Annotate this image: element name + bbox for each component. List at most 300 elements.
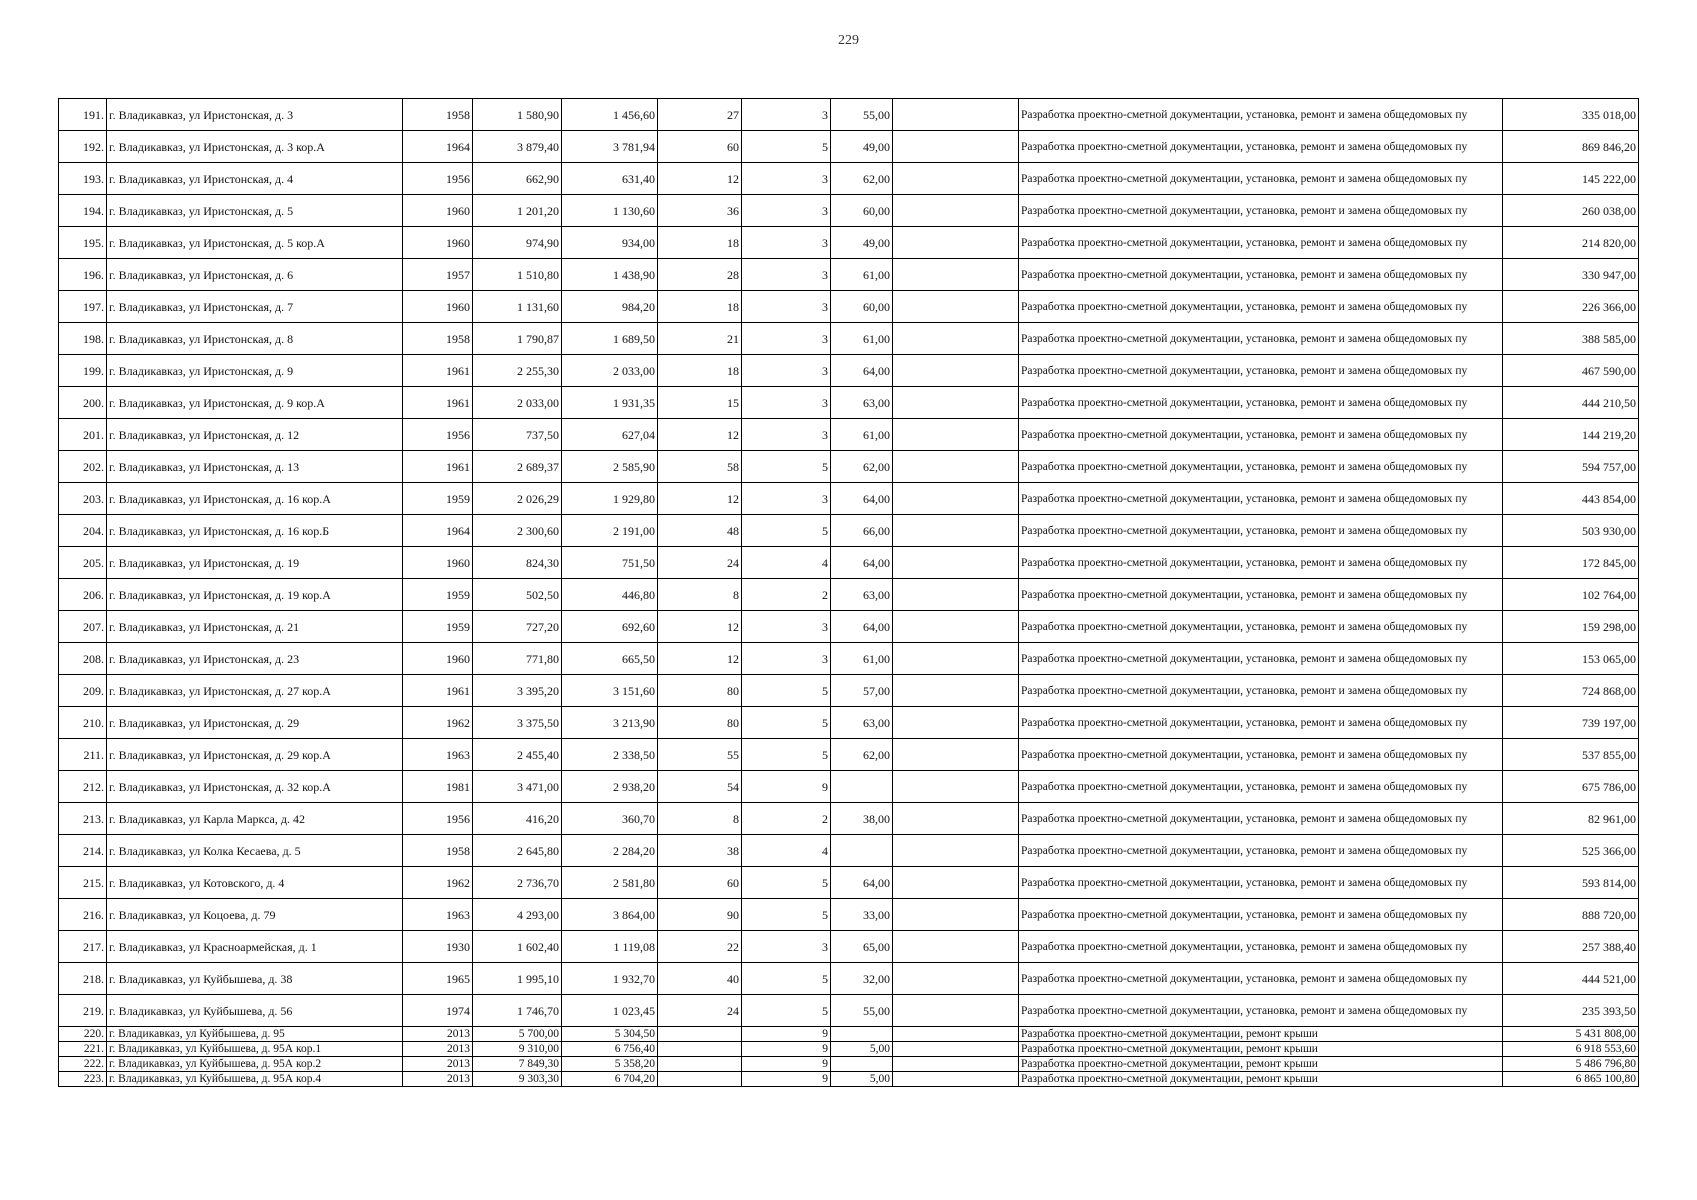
floors-cell: 3 — [742, 483, 831, 515]
living-area-cell: 5 304,50 — [562, 1027, 658, 1042]
apartments-cell: 18 — [658, 227, 742, 259]
work-description-cell: Разработка проектно-сметной документации, установка, ремонт и замена общедомовых пу — [1019, 259, 1503, 291]
wear-cell: 64,00 — [831, 547, 893, 579]
row-number-cell: 200. — [59, 387, 107, 419]
living-area-cell: 6 704,20 — [562, 1072, 658, 1087]
row-number-cell: 221. — [59, 1042, 107, 1057]
work-description-cell: Разработка проектно-сметной документации, ремонт крыши — [1019, 1057, 1503, 1072]
floors-cell: 3 — [742, 387, 831, 419]
address-cell: г. Владикавказ, ул Котовского, д. 4 — [107, 867, 403, 899]
row-number-cell: 222. — [59, 1057, 107, 1072]
cost-cell: 593 814,00 — [1503, 867, 1639, 899]
row-number-cell: 193. — [59, 163, 107, 195]
floors-cell: 5 — [742, 995, 831, 1027]
floors-cell: 5 — [742, 131, 831, 163]
row-number-cell: 212. — [59, 771, 107, 803]
living-area-cell: 627,04 — [562, 419, 658, 451]
cost-cell: 226 366,00 — [1503, 291, 1639, 323]
table-row — [59, 579, 1639, 611]
year-cell: 1964 — [403, 515, 473, 547]
floors-cell: 4 — [742, 547, 831, 579]
apartments-cell: 24 — [658, 995, 742, 1027]
year-cell: 1956 — [403, 419, 473, 451]
work-description-cell: Разработка проектно-сметной документации, установка, ремонт и замена общедомовых пу — [1019, 803, 1503, 835]
extra-cell — [893, 451, 1019, 483]
living-area-cell: 1 929,80 — [562, 483, 658, 515]
address-cell: г. Владикавказ, ул Иристонская, д. 32 кор.А — [107, 771, 403, 803]
year-cell: 1963 — [403, 739, 473, 771]
extra-cell — [893, 515, 1019, 547]
cost-cell: 724 868,00 — [1503, 675, 1639, 707]
work-description-cell: Разработка проектно-сметной документации, установка, ремонт и замена общедомовых пу — [1019, 675, 1503, 707]
living-area-cell: 360,70 — [562, 803, 658, 835]
total-area-cell: 1 580,90 — [473, 99, 562, 131]
total-area-cell: 2 033,00 — [473, 387, 562, 419]
year-cell: 1958 — [403, 323, 473, 355]
living-area-cell: 984,20 — [562, 291, 658, 323]
housing-register-table — [58, 98, 1639, 1087]
floors-cell: 2 — [742, 803, 831, 835]
cost-cell: 443 854,00 — [1503, 483, 1639, 515]
cost-cell: 260 038,00 — [1503, 195, 1639, 227]
address-cell: г. Владикавказ, ул Куйбышева, д. 95А кор.1 — [107, 1042, 403, 1057]
address-cell: г. Владикавказ, ул Иристонская, д. 23 — [107, 643, 403, 675]
cost-cell: 503 930,00 — [1503, 515, 1639, 547]
row-number-cell: 197. — [59, 291, 107, 323]
row-number-cell: 208. — [59, 643, 107, 675]
year-cell: 2013 — [403, 1027, 473, 1042]
table-row — [59, 227, 1639, 259]
address-cell: г. Владикавказ, ул Иристонская, д. 27 кор.А — [107, 675, 403, 707]
year-cell: 1961 — [403, 355, 473, 387]
floors-cell: 3 — [742, 419, 831, 451]
living-area-cell: 1 932,70 — [562, 963, 658, 995]
year-cell: 1981 — [403, 771, 473, 803]
work-description-cell: Разработка проектно-сметной документации, установка, ремонт и замена общедомовых пу — [1019, 995, 1503, 1027]
year-cell: 1960 — [403, 643, 473, 675]
living-area-cell: 2 581,80 — [562, 867, 658, 899]
cost-cell: 159 298,00 — [1503, 611, 1639, 643]
total-area-cell: 727,20 — [473, 611, 562, 643]
floors-cell: 5 — [742, 707, 831, 739]
table-row — [59, 419, 1639, 451]
row-number-cell: 195. — [59, 227, 107, 259]
cost-cell: 537 855,00 — [1503, 739, 1639, 771]
work-description-cell: Разработка проектно-сметной документации, ремонт крыши — [1019, 1027, 1503, 1042]
cost-cell: 888 720,00 — [1503, 899, 1639, 931]
year-cell: 1957 — [403, 259, 473, 291]
cost-cell: 467 590,00 — [1503, 355, 1639, 387]
table-row — [59, 1072, 1639, 1087]
cost-cell: 235 393,50 — [1503, 995, 1639, 1027]
address-cell: г. Владикавказ, ул Иристонская, д. 5 кор.А — [107, 227, 403, 259]
apartments-cell: 58 — [658, 451, 742, 483]
row-number-cell: 207. — [59, 611, 107, 643]
address-cell: г. Владикавказ, ул Карла Маркса, д. 42 — [107, 803, 403, 835]
floors-cell: 9 — [742, 1042, 831, 1057]
apartments-cell: 22 — [658, 931, 742, 963]
work-description-cell: Разработка проектно-сметной документации, установка, ремонт и замена общедомовых пу — [1019, 163, 1503, 195]
total-area-cell: 2 689,37 — [473, 451, 562, 483]
floors-cell: 3 — [742, 163, 831, 195]
extra-cell — [893, 387, 1019, 419]
work-description-cell: Разработка проектно-сметной документации, установка, ремонт и замена общедомовых пу — [1019, 931, 1503, 963]
work-description-cell: Разработка проектно-сметной документации, установка, ремонт и замена общедомовых пу — [1019, 739, 1503, 771]
apartments-cell — [658, 1027, 742, 1042]
address-cell: г. Владикавказ, ул Иристонская, д. 4 — [107, 163, 403, 195]
total-area-cell: 1 746,70 — [473, 995, 562, 1027]
apartments-cell — [658, 1057, 742, 1072]
year-cell: 2013 — [403, 1057, 473, 1072]
cost-cell: 6 865 100,80 — [1503, 1072, 1639, 1087]
floors-cell: 5 — [742, 963, 831, 995]
year-cell: 1960 — [403, 227, 473, 259]
total-area-cell: 771,80 — [473, 643, 562, 675]
wear-cell: 63,00 — [831, 387, 893, 419]
work-description-cell: Разработка проектно-сметной документации, установка, ремонт и замена общедомовых пу — [1019, 355, 1503, 387]
work-description-cell: Разработка проектно-сметной документации, установка, ремонт и замена общедомовых пу — [1019, 131, 1503, 163]
extra-cell — [893, 323, 1019, 355]
floors-cell: 3 — [742, 195, 831, 227]
total-area-cell: 2 736,70 — [473, 867, 562, 899]
floors-cell: 3 — [742, 611, 831, 643]
apartments-cell: 38 — [658, 835, 742, 867]
address-cell: г. Владикавказ, ул Иристонская, д. 6 — [107, 259, 403, 291]
living-area-cell: 5 358,20 — [562, 1057, 658, 1072]
wear-cell — [831, 1057, 893, 1072]
year-cell: 1974 — [403, 995, 473, 1027]
apartments-cell: 90 — [658, 899, 742, 931]
extra-cell — [893, 227, 1019, 259]
table-row — [59, 195, 1639, 227]
address-cell: г. Владикавказ, ул Иристонская, д. 19 — [107, 547, 403, 579]
living-area-cell: 1 023,45 — [562, 995, 658, 1027]
work-description-cell: Разработка проектно-сметной документации, установка, ремонт и замена общедомовых пу — [1019, 451, 1503, 483]
table-row — [59, 323, 1639, 355]
apartments-cell: 12 — [658, 611, 742, 643]
extra-cell — [893, 963, 1019, 995]
cost-cell: 214 820,00 — [1503, 227, 1639, 259]
cost-cell: 82 961,00 — [1503, 803, 1639, 835]
wear-cell: 5,00 — [831, 1042, 893, 1057]
extra-cell — [893, 739, 1019, 771]
floors-cell: 9 — [742, 771, 831, 803]
apartments-cell: 60 — [658, 131, 742, 163]
row-number-cell: 223. — [59, 1072, 107, 1087]
floors-cell: 4 — [742, 835, 831, 867]
row-number-cell: 219. — [59, 995, 107, 1027]
table-row — [59, 931, 1639, 963]
living-area-cell: 1 931,35 — [562, 387, 658, 419]
living-area-cell: 3 864,00 — [562, 899, 658, 931]
living-area-cell: 934,00 — [562, 227, 658, 259]
cost-cell: 5 431 808,00 — [1503, 1027, 1639, 1042]
address-cell: г. Владикавказ, ул Куйбышева, д. 38 — [107, 963, 403, 995]
address-cell: г. Владикавказ, ул Куйбышева, д. 95А кор.2 — [107, 1057, 403, 1072]
cost-cell: 594 757,00 — [1503, 451, 1639, 483]
table-row — [59, 675, 1639, 707]
work-description-cell: Разработка проектно-сметной документации, установка, ремонт и замена общедомовых пу — [1019, 835, 1503, 867]
floors-cell: 3 — [742, 323, 831, 355]
cost-cell: 675 786,00 — [1503, 771, 1639, 803]
floors-cell: 5 — [742, 739, 831, 771]
floors-cell: 3 — [742, 643, 831, 675]
floors-cell: 5 — [742, 451, 831, 483]
living-area-cell: 1 456,60 — [562, 99, 658, 131]
table-row — [59, 707, 1639, 739]
address-cell: г. Владикавказ, ул Иристонская, д. 16 кор.Б — [107, 515, 403, 547]
apartments-cell: 48 — [658, 515, 742, 547]
total-area-cell: 662,90 — [473, 163, 562, 195]
page-number: 229 — [838, 33, 859, 48]
row-number-cell: 213. — [59, 803, 107, 835]
cost-cell: 5 486 796,80 — [1503, 1057, 1639, 1072]
living-area-cell: 1 119,08 — [562, 931, 658, 963]
wear-cell: 63,00 — [831, 707, 893, 739]
work-description-cell: Разработка проектно-сметной документации, установка, ремонт и замена общедомовых пу — [1019, 291, 1503, 323]
wear-cell: 64,00 — [831, 483, 893, 515]
extra-cell — [893, 899, 1019, 931]
wear-cell — [831, 1027, 893, 1042]
extra-cell — [893, 291, 1019, 323]
extra-cell — [893, 867, 1019, 899]
extra-cell — [893, 131, 1019, 163]
apartments-cell — [658, 1042, 742, 1057]
floors-cell: 3 — [742, 931, 831, 963]
year-cell: 1956 — [403, 163, 473, 195]
wear-cell: 5,00 — [831, 1072, 893, 1087]
cost-cell: 869 846,20 — [1503, 131, 1639, 163]
wear-cell: 55,00 — [831, 99, 893, 131]
total-area-cell: 1 602,40 — [473, 931, 562, 963]
total-area-cell: 2 645,80 — [473, 835, 562, 867]
row-number-cell: 210. — [59, 707, 107, 739]
year-cell: 1958 — [403, 835, 473, 867]
address-cell: г. Владикавказ, ул Иристонская, д. 21 — [107, 611, 403, 643]
cost-cell: 739 197,00 — [1503, 707, 1639, 739]
row-number-cell: 217. — [59, 931, 107, 963]
table-row — [59, 771, 1639, 803]
table-row — [59, 515, 1639, 547]
table-row — [59, 1027, 1639, 1042]
wear-cell — [831, 835, 893, 867]
row-number-cell: 199. — [59, 355, 107, 387]
year-cell: 1961 — [403, 451, 473, 483]
wear-cell: 32,00 — [831, 963, 893, 995]
total-area-cell: 3 375,50 — [473, 707, 562, 739]
row-number-cell: 201. — [59, 419, 107, 451]
living-area-cell: 3 781,94 — [562, 131, 658, 163]
address-cell: г. Владикавказ, ул Иристонская, д. 9 — [107, 355, 403, 387]
row-number-cell: 216. — [59, 899, 107, 931]
living-area-cell: 2 338,50 — [562, 739, 658, 771]
wear-cell: 60,00 — [831, 291, 893, 323]
year-cell: 1962 — [403, 867, 473, 899]
floors-cell: 3 — [742, 291, 831, 323]
row-number-cell: 218. — [59, 963, 107, 995]
wear-cell: 33,00 — [831, 899, 893, 931]
floors-cell: 3 — [742, 259, 831, 291]
extra-cell — [893, 643, 1019, 675]
row-number-cell: 204. — [59, 515, 107, 547]
year-cell: 1959 — [403, 483, 473, 515]
extra-cell — [893, 675, 1019, 707]
total-area-cell: 974,90 — [473, 227, 562, 259]
year-cell: 1959 — [403, 579, 473, 611]
living-area-cell: 446,80 — [562, 579, 658, 611]
apartments-cell: 18 — [658, 291, 742, 323]
wear-cell: 61,00 — [831, 323, 893, 355]
work-description-cell: Разработка проектно-сметной документации, установка, ремонт и замена общедомовых пу — [1019, 483, 1503, 515]
cost-cell: 257 388,40 — [1503, 931, 1639, 963]
wear-cell: 63,00 — [831, 579, 893, 611]
total-area-cell: 2 300,60 — [473, 515, 562, 547]
address-cell: г. Владикавказ, ул Куйбышева, д. 56 — [107, 995, 403, 1027]
extra-cell — [893, 547, 1019, 579]
floors-cell: 2 — [742, 579, 831, 611]
extra-cell — [893, 995, 1019, 1027]
floors-cell: 3 — [742, 355, 831, 387]
cost-cell: 335 018,00 — [1503, 99, 1639, 131]
extra-cell — [893, 1042, 1019, 1057]
cost-cell: 330 947,00 — [1503, 259, 1639, 291]
living-area-cell: 2 585,90 — [562, 451, 658, 483]
row-number-cell: 202. — [59, 451, 107, 483]
apartments-cell: 24 — [658, 547, 742, 579]
apartments-cell: 21 — [658, 323, 742, 355]
extra-cell — [893, 483, 1019, 515]
extra-cell — [893, 1057, 1019, 1072]
living-area-cell: 692,60 — [562, 611, 658, 643]
wear-cell: 64,00 — [831, 867, 893, 899]
living-area-cell: 1 130,60 — [562, 195, 658, 227]
year-cell: 1962 — [403, 707, 473, 739]
wear-cell: 38,00 — [831, 803, 893, 835]
apartments-cell: 8 — [658, 579, 742, 611]
row-number-cell: 211. — [59, 739, 107, 771]
work-description-cell: Разработка проектно-сметной документации, установка, ремонт и замена общедомовых пу — [1019, 707, 1503, 739]
row-number-cell: 196. — [59, 259, 107, 291]
total-area-cell: 9 303,30 — [473, 1072, 562, 1087]
apartments-cell: 54 — [658, 771, 742, 803]
apartments-cell: 18 — [658, 355, 742, 387]
table-row — [59, 387, 1639, 419]
living-area-cell: 3 213,90 — [562, 707, 658, 739]
total-area-cell: 416,20 — [473, 803, 562, 835]
work-description-cell: Разработка проектно-сметной документации, установка, ремонт и замена общедомовых пу — [1019, 771, 1503, 803]
address-cell: г. Владикавказ, ул Иристонская, д. 16 кор.А — [107, 483, 403, 515]
year-cell: 1958 — [403, 99, 473, 131]
row-number-cell: 191. — [59, 99, 107, 131]
work-description-cell: Разработка проектно-сметной документации, установка, ремонт и замена общедомовых пу — [1019, 643, 1503, 675]
total-area-cell: 3 471,00 — [473, 771, 562, 803]
address-cell: г. Владикавказ, ул Иристонская, д. 7 — [107, 291, 403, 323]
total-area-cell: 1 995,10 — [473, 963, 562, 995]
total-area-cell: 1 790,87 — [473, 323, 562, 355]
wear-cell: 64,00 — [831, 611, 893, 643]
year-cell: 2013 — [403, 1042, 473, 1057]
apartments-cell: 12 — [658, 483, 742, 515]
table-row — [59, 355, 1639, 387]
work-description-cell: Разработка проектно-сметной документации, установка, ремонт и замена общедомовых пу — [1019, 899, 1503, 931]
row-number-cell: 194. — [59, 195, 107, 227]
total-area-cell: 4 293,00 — [473, 899, 562, 931]
year-cell: 1961 — [403, 387, 473, 419]
living-area-cell: 665,50 — [562, 643, 658, 675]
table-row — [59, 643, 1639, 675]
cost-cell: 102 764,00 — [1503, 579, 1639, 611]
table-row — [59, 99, 1639, 131]
work-description-cell: Разработка проектно-сметной документации, установка, ремонт и замена общедомовых пу — [1019, 323, 1503, 355]
extra-cell — [893, 707, 1019, 739]
floors-cell: 5 — [742, 515, 831, 547]
living-area-cell: 6 756,40 — [562, 1042, 658, 1057]
table-row — [59, 1057, 1639, 1072]
total-area-cell: 5 700,00 — [473, 1027, 562, 1042]
table-row — [59, 611, 1639, 643]
apartments-cell: 80 — [658, 707, 742, 739]
apartments-cell: 40 — [658, 963, 742, 995]
living-area-cell: 2 938,20 — [562, 771, 658, 803]
total-area-cell: 502,50 — [473, 579, 562, 611]
work-description-cell: Разработка проектно-сметной документации, установка, ремонт и замена общедомовых пу — [1019, 579, 1503, 611]
table-row — [59, 451, 1639, 483]
work-description-cell: Разработка проектно-сметной документации, установка, ремонт и замена общедомовых пу — [1019, 195, 1503, 227]
apartments-cell: 28 — [658, 259, 742, 291]
living-area-cell: 631,40 — [562, 163, 658, 195]
row-number-cell: 205. — [59, 547, 107, 579]
extra-cell — [893, 835, 1019, 867]
row-number-cell: 206. — [59, 579, 107, 611]
total-area-cell: 3 395,20 — [473, 675, 562, 707]
floors-cell: 3 — [742, 99, 831, 131]
wear-cell: 62,00 — [831, 451, 893, 483]
wear-cell: 65,00 — [831, 931, 893, 963]
extra-cell — [893, 771, 1019, 803]
living-area-cell: 1 438,90 — [562, 259, 658, 291]
work-description-cell: Разработка проектно-сметной документации, ремонт крыши — [1019, 1042, 1503, 1057]
address-cell: г. Владикавказ, ул Иристонская, д. 5 — [107, 195, 403, 227]
table-row — [59, 163, 1639, 195]
total-area-cell: 2 255,30 — [473, 355, 562, 387]
row-number-cell: 220. — [59, 1027, 107, 1042]
year-cell: 1961 — [403, 675, 473, 707]
wear-cell: 62,00 — [831, 739, 893, 771]
year-cell: 2013 — [403, 1072, 473, 1087]
address-cell: г. Владикавказ, ул Иристонская, д. 3 — [107, 99, 403, 131]
total-area-cell: 1 201,20 — [473, 195, 562, 227]
floors-cell: 5 — [742, 867, 831, 899]
apartments-cell: 55 — [658, 739, 742, 771]
table-row — [59, 483, 1639, 515]
address-cell: г. Владикавказ, ул Иристонская, д. 3 кор.А — [107, 131, 403, 163]
apartments-cell: 36 — [658, 195, 742, 227]
year-cell: 1960 — [403, 547, 473, 579]
row-number-cell: 214. — [59, 835, 107, 867]
apartments-cell: 60 — [658, 867, 742, 899]
work-description-cell: Разработка проектно-сметной документации, установка, ремонт и замена общедомовых пу — [1019, 387, 1503, 419]
living-area-cell: 751,50 — [562, 547, 658, 579]
wear-cell: 60,00 — [831, 195, 893, 227]
address-cell: г. Владикавказ, ул Иристонская, д. 13 — [107, 451, 403, 483]
wear-cell: 49,00 — [831, 131, 893, 163]
wear-cell: 55,00 — [831, 995, 893, 1027]
extra-cell — [893, 195, 1019, 227]
address-cell: г. Владикавказ, ул Куйбышева, д. 95 — [107, 1027, 403, 1042]
extra-cell — [893, 1027, 1019, 1042]
year-cell: 1930 — [403, 931, 473, 963]
extra-cell — [893, 355, 1019, 387]
